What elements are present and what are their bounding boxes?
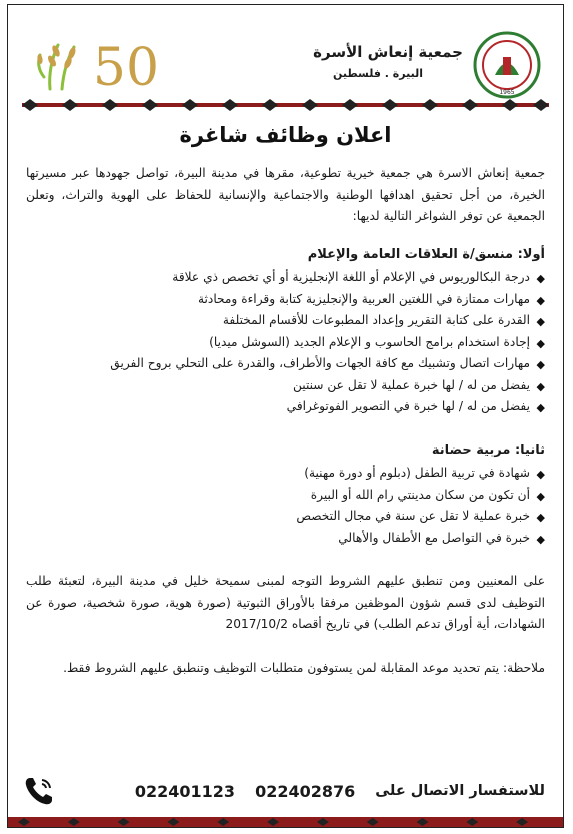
contact-label: للاستفسار الاتصال على — [375, 783, 545, 799]
list-item: ◆ يفضل من له / لها خبرة عملية لا تقل عن سنتين — [26, 375, 545, 397]
list-item: ◆ شهادة في تربية الطفل (دبلوم أو دورة مهنية) — [26, 463, 545, 485]
diamond-bullet-icon: ◆ — [536, 293, 545, 307]
note-paragraph: ملاحظة: يتم تحديد موعد المقابلة لمن يستوفون متطلبات التوظيف وتنطبق عليهم الشروط فقط. — [63, 660, 545, 675]
requirements-list-pr-coordinator — [26, 267, 545, 418]
list-item: ◆ مهارات ممتازة في اللغتين العربية والإنجليزية كتابة وقراءة ومحادثة — [26, 289, 545, 311]
diamond-bullet-icon: ◆ — [536, 336, 545, 350]
list-item: ◆ خبرة في التواصل مع الأطفال والأهالي — [26, 528, 545, 550]
emblem-year: 1965 — [499, 89, 515, 96]
diamond-bullet-icon: ◆ — [536, 379, 545, 393]
section-title-pr-coordinator: أولا: منسق/ة العلاقات العامة والإعلام — [307, 246, 545, 262]
diamond-bullet-icon: ◆ — [536, 511, 545, 524]
list-item: ◆ مهارات اتصال وتشبيك مع كافة الجهات والأطراف، والقدرة على التحلي بروح الفريق — [26, 353, 545, 375]
section-title-nursery-caregiver: ثانيا: مربية حضانة — [431, 442, 545, 458]
header — [8, 5, 563, 105]
list-item: ◆ درجة البكالوريوس في الإعلام أو اللغة الإنجليزية أو أي تخصص ذي علاقة — [26, 267, 545, 289]
diamond-bullet-icon: ◆ — [536, 468, 545, 481]
requirements-list-nursery-caregiver — [26, 463, 545, 549]
diamond-bullet-icon: ◆ — [536, 489, 545, 503]
association-emblem-icon — [473, 31, 541, 99]
application-instructions: على المعنيين ومن تنطبق عليهم الشروط التوجه لمبنى سميحة خليل في مدينة البيرة، لتعبئة طلب التوظيف لدى قسم شؤون الموظفين مرفقا بالأوراق الثبوتية (صورة هوية، صورة شخصية، صورة عن الشهادات، أية أوراق تدعم الطلب) في تاريخ أقصاه 2017/10/2 — [26, 574, 545, 631]
intro-section — [26, 163, 545, 228]
anniversary-logo-icon — [30, 27, 170, 97]
diamond-bullet-icon: ◆ — [536, 315, 545, 328]
intro-paragraph: جمعية إنعاش الاسرة هي جمعية خيرية تطوعية، مقرها في مدينة البيرة، تواصل جهودها عبر مسيرتها الخيرة، من أجل تحقيق اهدافها الوطنية والاجتماعية والإنسانية للحفاظ على الهوية والتراث، وتعلن الجمعية عن توفر الشواغر التالية لديها: — [26, 166, 545, 223]
list-item: ◆ أن تكون من سكان مدينتي رام الله أو البيرة — [26, 485, 545, 507]
phone-number-2[interactable]: 022401123 — [134, 781, 236, 801]
contact-row — [22, 773, 545, 809]
advertisement-body — [26, 163, 545, 679]
diamond-bullet-icon: ◆ — [536, 272, 545, 285]
diamond-bullet-icon: ◆ — [536, 401, 545, 414]
diamond-bullet-icon: ◆ — [536, 358, 545, 371]
organization-location: البيرة . فلسطين — [332, 67, 423, 80]
list-item: ◆ يفضل من له / لها خبرة في التصوير الفوتوغرافي — [26, 396, 545, 418]
bottom-decorative-ribbon — [8, 817, 563, 827]
diamond-bullet-icon: ◆ — [536, 532, 545, 546]
organization-name: جمعية إنعاش الأسرة — [313, 43, 463, 61]
phone-number-1[interactable]: 022402876 — [255, 781, 356, 801]
decorative-ribbon — [22, 97, 549, 113]
page-title: اعلان وظائف شاغرة — [179, 123, 392, 147]
advertisement-frame — [7, 4, 564, 828]
list-item: ◆ خبرة عملية لا تقل عن سنة في مجال التخصص — [26, 506, 545, 528]
list-item: ◆ إجادة استخدام برامج الحاسوب و الإعلام الجديد (السوشل ميديا) — [26, 332, 545, 354]
telephone-icon — [22, 774, 56, 808]
list-item: ◆ القدرة على كتابة التقرير وإعداد المطبوعات للأقسام المختلفة — [26, 310, 545, 332]
anniversary-number: 50 — [92, 38, 160, 97]
